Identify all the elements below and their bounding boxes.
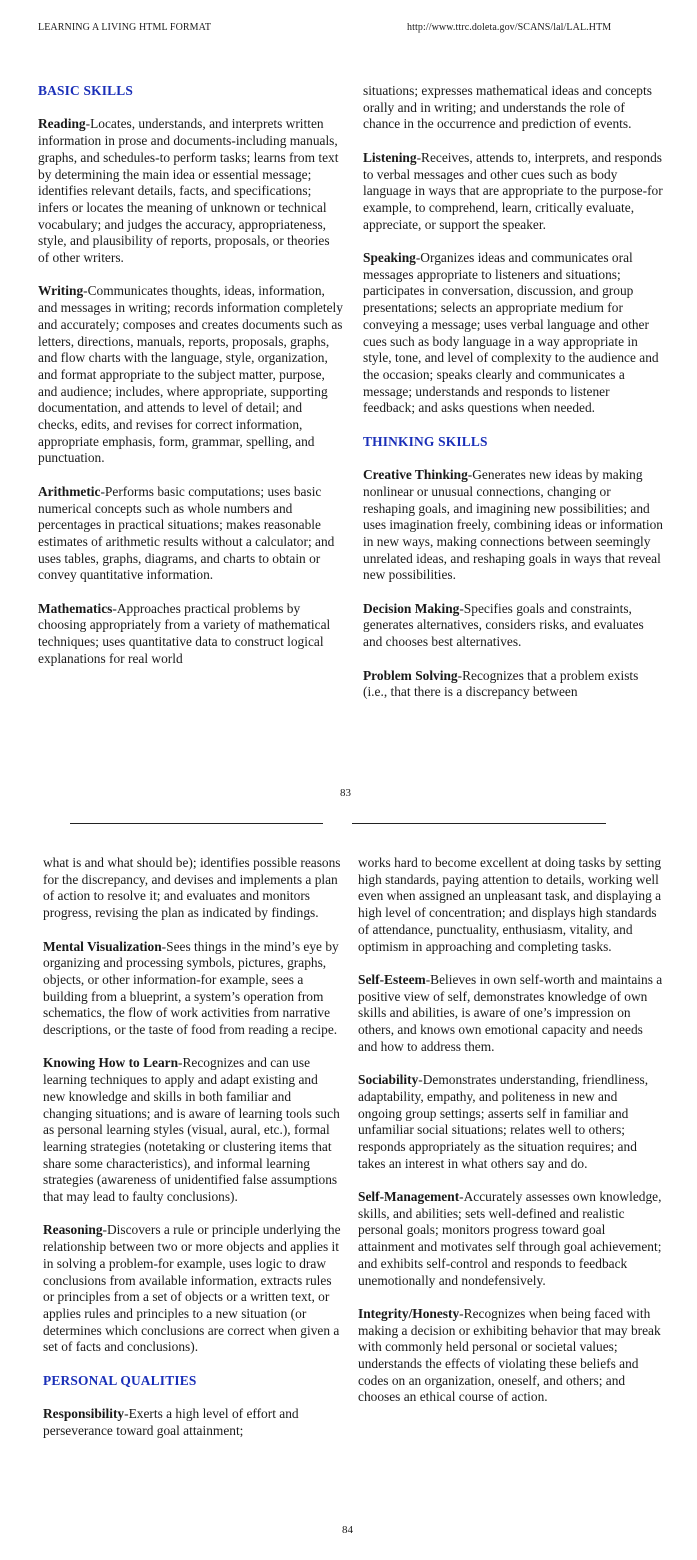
skill-paragraph [358,972,663,1056]
skill-description: -Communicates thoughts, ideas, information, and messages in writing; records information completely and accurately; composes and creates documents such as letters, directions, manuals, reports, proposals, graphs, and flow charts with the language, style, organization, and format appropriate to the subject matter, purpose, and audience; includes, where appropriate, supporting documentation, and attends to level of detail; and checks, edits, and revises for correct information, appropriate emphasis, form, grammar, spelling, and punctuation. [38,283,343,466]
skill-description: -Approaches practical problems by choosing appropriately from a variety of mathematical techniques; uses quantitative data to construct logical explanations for real world [38,600,331,666]
skill-paragraph [358,1072,663,1172]
skill-description: what is and what should be); identifies possible reasons for the discrepancy, and devises and implements a plan of action to resolve it; and evaluates and monitors progress, revising the plan as indicated by findings. [43,855,341,921]
skill-term: Sociability [358,1072,419,1088]
skill-paragraph [43,1055,343,1205]
skill-paragraph [358,855,663,955]
skill-term: Decision Making [363,600,460,616]
skill-paragraph [38,484,343,584]
skill-term: Speaking [363,250,416,265]
skill-paragraph [43,1222,343,1356]
skill-description: -Recognizes and can use learning techniques to apply and adapt existing and new knowledge and skills in both familiar and changing situations; and is aware of learning tools such as personal learning styles (visual, aural, etc.), formal learning strategies (notetaking or clustering items that share some characteristics), and informal learning strategies (awareness of unidentified false assumptions that may lead to faulty conclusions). [43,1055,340,1205]
skill-description: -Specifies goals and constraints, generates alternatives, considers risks, and evaluates and chooses best alternatives. [363,600,644,650]
skill-paragraph [38,116,343,266]
skill-paragraph [43,855,343,922]
skill-description: -Demonstrates understanding, friendliness, adaptability, empathy, and politeness in new and ongoing group settings; asserts self in familiar and unfamiliar social situations; relates well to others; responds appropriately as the situation requires; and takes an interest in what others say and do. [358,1072,649,1171]
skill-paragraph [358,1306,663,1406]
skill-description: -Recognizes that a problem exists (i.e., that there is a discrepancy between [363,667,639,700]
page-83-right-column [363,83,663,718]
skill-term: Arithmetic [38,483,101,499]
section-heading: BASIC SKILLS [38,83,134,98]
page-divider-left [70,823,323,824]
header-url: http://www.ttrc.doleta.gov/SCANS/lal/LAL.HTM [407,22,612,33]
skill-paragraph [363,467,663,584]
skill-description: -Believes in own self-worth and maintains a positive view of self, demonstrates knowledge of own skills and abilities, is aware of one’s impression on others, and knows own emotional capacity and needs and how to address them. [358,971,663,1054]
skill-term: Knowing How to Learn [43,1055,179,1071]
skill-term: Self-Management [358,1189,460,1205]
skill-term: Listening [363,149,417,165]
skill-description: -Organizes ideas and communicates oral messages appropriate to listeners and situations; participates in conversation, discussion, and group presentations; selects an appropriate medium for conveying a message; uses verbal language and other cues such as body language in a way appropriate in style, tone, and level of complexity to the audience and the occasion; speaks clearly and communicates a message; understands and responds to listener feedback; and asks questions when needed. [363,250,659,416]
skill-description: situations; expresses mathematical ideas and concepts orally and in writing; and understands the role of chance in the occurrence and prediction of events. [363,83,652,132]
skill-description: -Receives, attends to, interprets, and responds to verbal messages and other cues such as body language in ways that are appropriate to the purpose-for example, to comprehend, learn, critically evaluate, appreciate, or support the speaker. [363,149,663,232]
skill-term: Problem Solving [363,667,458,683]
skill-paragraph [38,283,343,467]
skill-description: -Locates, understands, and interprets written information in prose and documents-including manuals, graphs, and schedules-to perform tasks; learns from text by determining the main idea or essential message; identifies relevant details, facts, and specifications; infers or locates the meaning of unknown or technical vocabulary; and judges the accuracy, appropriateness, style, and plausibility of reports, proposals, or theories of other writers. [38,116,339,266]
skill-description: works hard to become excellent at doing tasks by setting high standards, paying attention to details, working well even when assigned an unpleasant task, and displaying a high level of concentration; and displays high standards of attendance, punctuality, enthusiasm, vitality, and optimism in approaching and completing tasks. [358,855,662,954]
skill-description: -Sees things in the mind’s eye by organizing and processing symbols, pictures, graphs, objects, or other information-for example, sees a building from a blueprint, a system’s operation from schematics, the flow of work activities from narrative descriptions, or the taste of food from reading a recipe. [43,938,339,1038]
skill-paragraph [363,668,663,701]
page-number-83: 83 [340,787,351,799]
skill-term: Self-Esteem [358,971,426,987]
skill-paragraph [363,250,663,417]
skill-paragraph [363,150,663,234]
skill-description: -Exerts a high level of effort and perseverance toward goal attainment; [43,1406,299,1438]
skill-description: -Recognizes when being faced with making a decision or exhibiting behavior that may break with commonly held personal or societal values; understands the effects of violating these beliefs and codes on an organization, oneself, and others; and chooses an ethical course of action. [358,1305,661,1405]
skill-term: Responsibility [43,1406,125,1422]
skill-description: -Discovers a rule or principle underlying the relationship between two or more objects and applies it in solving a problem-for example, uses logic to draw conclusions from available information, extracts rules or principles from a set of objects or a written text, or applies rules and principles to a new situation (or determines which conclusions are correct when given a set of facts and conclusions). [43,1222,341,1355]
page-84-left-column [43,855,343,1456]
skill-term: Integrity/Honesty [358,1305,460,1321]
page-number-84: 84 [342,1524,353,1536]
section-heading: THINKING SKILLS [363,433,488,449]
skill-paragraph [43,1406,343,1439]
skill-term: Creative Thinking [363,467,468,483]
skill-term: Mathematics [38,600,113,616]
page-divider-right [352,823,606,824]
skill-paragraph [38,601,343,668]
skill-term: Reasoning [43,1222,103,1238]
skill-paragraph [358,1189,663,1289]
skill-paragraph [363,601,663,651]
skill-description: -Accurately assesses own knowledge, skills, and abilities; sets well-defined and realistic personal goals; monitors progress toward goal attainment and motivates self through goal achievement; and exhibits self-control and responds to feedback unemotionally and nondefensively. [358,1189,662,1288]
skill-description: -Generates new ideas by making nonlinear or unusual connections, changing or reshaping goals, and imagining new possibilities; and uses imagination freely, combining ideas or information in new ways, making connections between seemingly unrelated ideas, and reshaping goals in ways that reveal new possibilities. [363,467,663,583]
skill-paragraph [363,83,663,133]
section-heading: PERSONAL QUALITIES [43,1372,197,1388]
skill-description: -Performs basic computations; uses basic numerical concepts such as whole numbers and percentages in practical situations; makes reasonable estimates of arithmetic results without a calculator; and uses tables, graphs, diagrams, and charts to obtain or convey quantitative information. [38,483,335,583]
page-84-right-column [358,855,663,1423]
skill-term: Mental Visualization [43,938,162,954]
page-83-left-column [38,83,343,684]
skill-term: Reading [38,116,86,132]
skill-term: Writing [38,283,84,299]
header-title: LEARNING A LIVING HTML FORMAT [38,22,212,33]
skill-paragraph [43,939,343,1039]
